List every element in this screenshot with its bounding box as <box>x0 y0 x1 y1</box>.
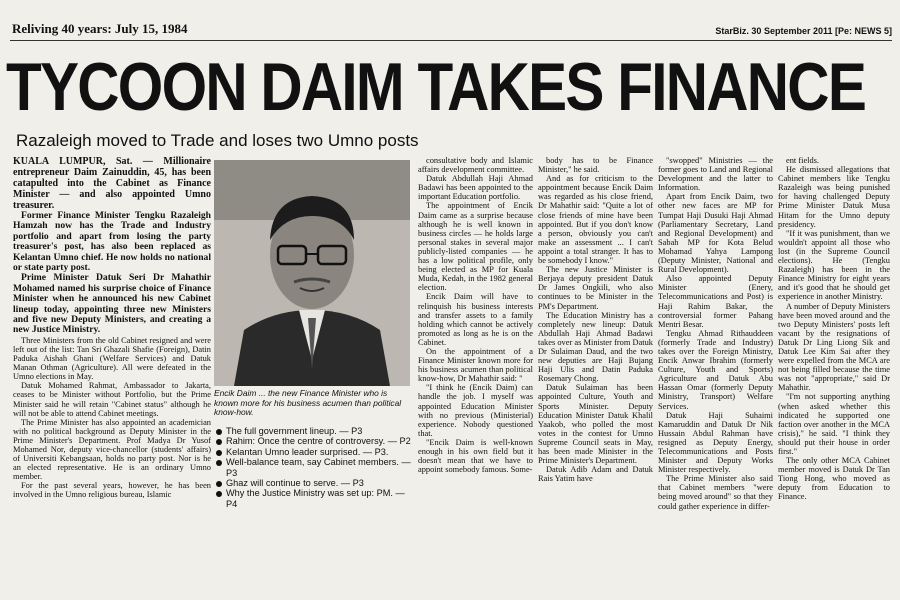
list-item: Well-balance team, say Cabinet members. — P3 <box>215 457 415 478</box>
paragraph: Datuk Mohamed Rahmat, Ambassador to Jakarta, ceases to be Minister without Portfolio, but the Prime Minister said he will retain "Cabinet status" although he will not be able to attend Cabinet meetings. <box>13 381 211 418</box>
paragraph: Datuk Adib Adam and Datuk Rais Yatim have <box>538 465 653 484</box>
paragraph: The Education Ministry has a completely new lineup: Datuk Abdullah Haji Ahmad Badawi takes over as Minister from Datuk Dr Sulaiman Daud, and the two new deputies are Haji Bujang Haji Ulis and Datin Paduka Rosemary Chong. <box>538 310 653 384</box>
related-stories-list <box>215 426 415 509</box>
paragraph: And as for criticism to the appointment because Encik Daim was regarded as his close friend, Dr Mahathir said: "Quite a lot of close friends of mine have been appointed. But if you don't know a person, obviously you can't make an assessment ... I can't appoint a total stranger. It has to be somebody I know." <box>538 174 653 266</box>
paragraph: Datuk Abdullah Haji Ahmad Badawi has been appointed to the important Education portfolio. <box>418 174 533 202</box>
paragraph: The Prime Minister also said that Cabinet members "were being moved around" so that they could gather experience in differ- <box>658 474 773 511</box>
headline: TYCOON DAIM TAKES FINANCE <box>6 49 866 125</box>
paragraph: Datuk Haji Suhaimi Kamaruddin and Datuk Dr Nik Hussain Abdul Rahman have resigned as Deputy Energy, Telecommunications and Posts Minister and Deputy Works Minister respectively. <box>658 410 773 475</box>
paragraph: "If it was punishment, than we wouldn't appoint all those who lost (in the Supreme Council elections). He (Tengku Razaleigh) has been in the Finance Ministry for eight years and it's good that he should get experience in another Ministry. <box>778 228 890 302</box>
paragraph: On the appointment of a Finance Minister known more for his business acumen than political know-how, Dr Mahathir said: " <box>418 346 533 384</box>
list-item: Why the Justice Ministry was set up: PM. — P4 <box>215 488 415 509</box>
daim-portrait-photo <box>214 160 410 386</box>
paragraph: Prime Minister Datuk Seri Dr Mahathir Mohamed named his surprise choice of Finance Minister when he announced his new Cabinet lineup today, appointing three new Ministers and five new Deputy Ministers, and creating a new Justice Ministry. <box>13 272 211 336</box>
paragraph: Also appointed Deputy Minister (Enery, Telecommunications and Post) is Haji Rahim Bakar, the controversial former Pahang Mentri Besar. <box>658 274 773 329</box>
list-item: Kelantan Umno leader surprised. — P3. <box>215 447 415 457</box>
section-title: Reliving 40 years: July 15, 1984 <box>12 21 188 36</box>
paragraph: "swopped" Ministries — the former goes to Land and Regional Development and the latter to Information. <box>658 156 773 193</box>
paragraph: The only other MCA Cabinet member moved is Datuk Dr Tan Tiong Hong, who moved as deputy from Education to Finance. <box>778 456 890 502</box>
subheadline: Razaleigh moved to Trade and loses two Umno posts <box>16 131 419 150</box>
paragraph: Apart from Encik Daim, two other new faces are MP for Tumpat Haji Dusuki Haji Ahmad (Parliamentary Secretary, Land and Regional Development) and Sabah MP for Kota Belud Mohamad Yahya Lampong (Deputy Minister, National and Rural Development). <box>658 192 773 275</box>
article-column-4 <box>658 156 773 586</box>
article-column-2 <box>418 156 533 586</box>
photo-caption: Encik Daim ... the new Finance Minister who is known more for his business acumen than political know-how. <box>214 388 402 418</box>
paragraph: For the past several years, however, he has been involved in the Umno religious bureau, Islamic <box>13 481 211 500</box>
article-column-3 <box>538 156 653 586</box>
article-column-5 <box>778 156 890 586</box>
article-column-1 <box>13 156 211 586</box>
paragraph: The Prime Minister has also appointed an academician with no political background as Deputy Minister in the Prime Minister's Department. Prof Madya Dr Yusof Mohamed Nor, deputy vice-chancellor (students' affairs) of Universiti Kebangsaan, holds no party post. Nor is he an elected representative. He is an ordinary Umno member. <box>13 417 211 482</box>
list-item: Rahim: Once the centre of controversy. — P2 <box>215 436 415 446</box>
paragraph: "Encik Daim is well-known enough in his own field but it doesn't mean that we have to appoint somebody famous. Some- <box>418 437 533 475</box>
paragraph: "I'm not supporting anything (when asked whether this indicated he supported one faction over another in the MCA crisis)," he said. "I think they should put their house in order first." <box>778 392 890 456</box>
paragraph: Former Finance Minister Tengku Razaleigh Hamzah now has the Trade and Industry portfolio and apart from losing the party treasurer's post, has also been replaced as Kelantan Umno chief. He now holds no national or state party post. <box>13 210 211 274</box>
paragraph: The new Justice Minister is Berjaya deputy president Datuk Dr James Ongkili, who also continues to be Minister in the PM's Department. <box>538 265 653 311</box>
paragraph: body has to be Finance Minister," he said. <box>538 156 653 175</box>
paragraph: "I think he (Encik Daim) can handle the job. I myself was appointed Education Minister with no previous (Ministerial) experience. Nobody questioned that. <box>418 383 533 438</box>
list-item: Ghaz will continue to serve. — P3 <box>215 478 415 488</box>
paragraph: The appointment of Encik Daim came as a surprise because although he is well known in business circles — he holds large personal stakes in several major publicly-listed companies — he has a low political profile, only being elected as MP for Kuala Muda, Kedah, in the 1982 general election. <box>418 201 533 293</box>
paragraph: Datuk Sulaiman has been appointed Culture, Youth and Sports Minister. Deputy Education Minister Datuk Khalil Yaakob, who polled the most votes in the contest for Umno Supreme Council seats in May, has been made Minister in the Prime Minister's Department. <box>538 383 653 466</box>
paragraph: Encik Daim will have to relinquish his business interests and transfer assets to a family holding which cannot be actively promoted as long as he is on the Cabinet. <box>418 292 533 347</box>
paragraph: Three Ministers from the old Cabinet resigned and were left out of the list: Tan Sri Ghazali Shafie (Foreign), Datin Paduka Aishah Ghani (Welfare Services) and Datuk Manan Othman (Agriculture). All were defeated in the Umno elections in May. <box>13 335 211 382</box>
publication-info: StarBiz. 30 September 2011 [Pe: NEWS 5] <box>715 26 892 36</box>
paragraph: ent fields. <box>786 156 820 165</box>
paragraph: consultative body and Islamic affairs development committee. <box>418 156 533 175</box>
paragraph: Tengku Ahmad Rithauddeen (formerly Trade and Industry) takes over the Foreign Ministry, Encik Anwar Ibrahim (formerly Culture, Youth and Sports) Agriculture and Datuk Abu Hassan Omar (formerly Deputy Ministry, Transport) Welfare Services. <box>658 328 773 411</box>
paragraph: A number of Deputy Ministers have been moved around and the two Deputy Ministers' posts left vacant by the resignations of Datuk Dr Ling Liong Sik and Datuk Lee Kim Sai after they were expelled from the MCA are not being filled because the time was not "appropriate," said Dr Mahathir. <box>778 301 890 393</box>
lead-paragraph: KUALA LUMPUR, Sat. — Millionaire entrepreneur Daim Zainuddin, 45, has been catapulted into the Cabinet as Finance Minister — and also appointed Umno treasurer. <box>13 156 211 211</box>
list-item: The full government lineup. — P3 <box>215 426 415 436</box>
paragraph: He dismissed allegations that Cabinet members like Tengku Razaleigh was being punished for having challenged Deputy Prime Minister Datuk Musa Hitam for the Umno deputy presidency. <box>778 165 890 229</box>
header-rule <box>10 40 892 41</box>
